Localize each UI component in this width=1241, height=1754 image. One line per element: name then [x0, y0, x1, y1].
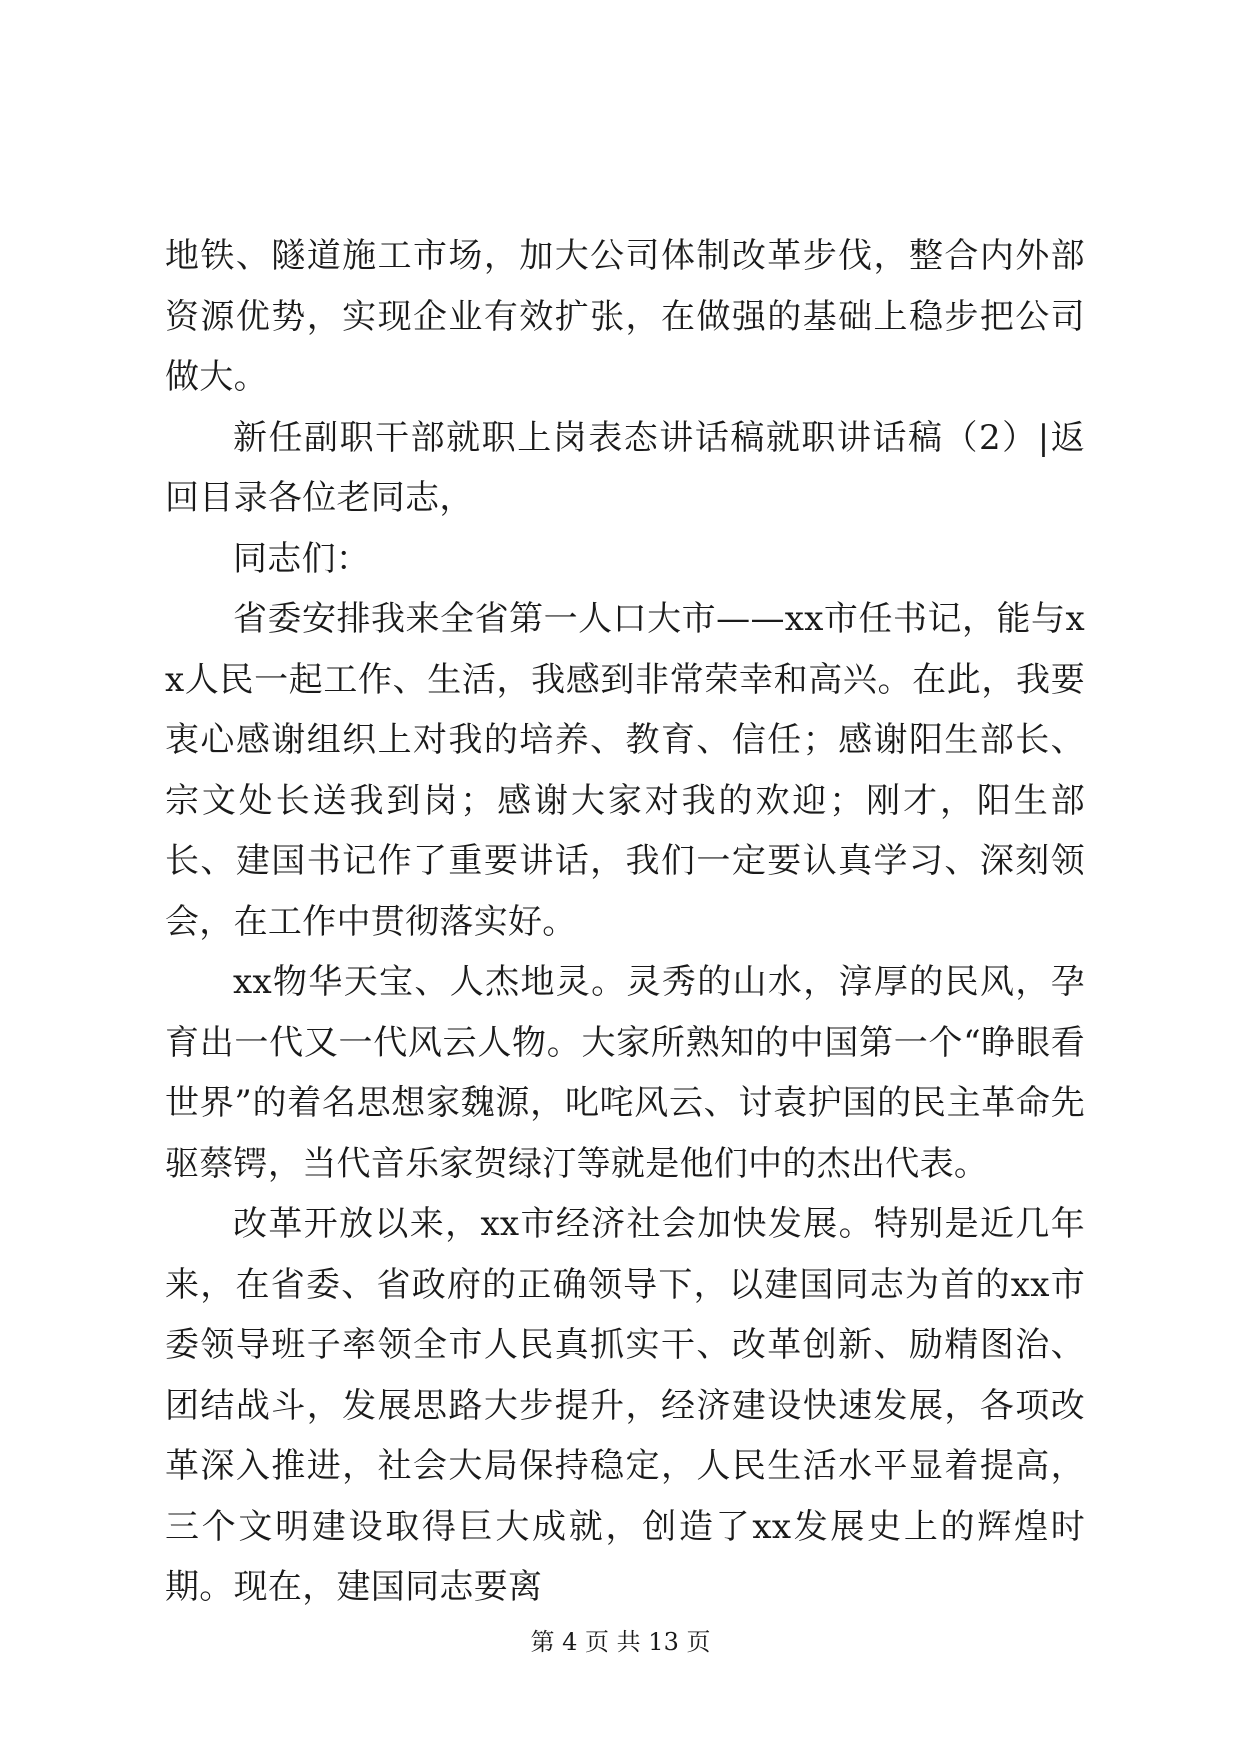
paragraph-thanks: 省委安排我来全省第一人口大市——xx市任书记，能与xx人民一起工作、生活，我感到非常荣幸和高兴。在此，我要衷心感谢组织上对我的培养、教育、信任；感谢阳生部长、宗文处长送我到岗；感谢大家对我的欢迎；刚才，阳生部长、建国书记作了重要讲话，我们一定要认真学习、深刻领会，在工作中贯彻落实好。 [165, 599, 1085, 942]
paragraph-local-figures: xx物华天宝、人杰地灵。灵秀的山水，淳厚的民风，孕育出一代又一代风云人物。大家所熟知的中国第一个“睁眼看世界”的着名思想家魏源，叱咤风云、讨袁护国的民主革命先驱蔡锷，当代音乐家贺绿汀等就是他们中的杰出代表。 [165, 962, 1085, 1184]
paragraph-salutation: 同志们： [233, 538, 371, 579]
paragraph-heading-greeting: 新任副职干部就职上岗表态讲话稿就职讲话稿（2）|返回目录各位老同志， [165, 417, 1085, 518]
paragraph-development: 改革开放以来，xx市经济社会加快发展。特别是近几年来，在省委、省政府的正确领导下，以建国同志为首的xx市委领导班子率领全市人民真抓实干、改革创新、励精图治、团结战斗，发展思路大步提升，经济建设快速发展，各项改革深入推进，社会大局保持稳定，人民生活水平显着提高，三个文明建设取得巨大成就，创造了xx发展史上的辉煌时期。现在，建国同志要离 [165, 1204, 1085, 1607]
paragraph-continuation: 地铁、隧道施工市场，加大公司体制改革步伐，整合内外部资源优势，实现企业有效扩张，在做强的基础上稳步把公司做大。 [165, 236, 1085, 397]
page-number-footer: 第 4 页 共 13 页 [530, 1628, 711, 1656]
document-body [165, 226, 1085, 1618]
